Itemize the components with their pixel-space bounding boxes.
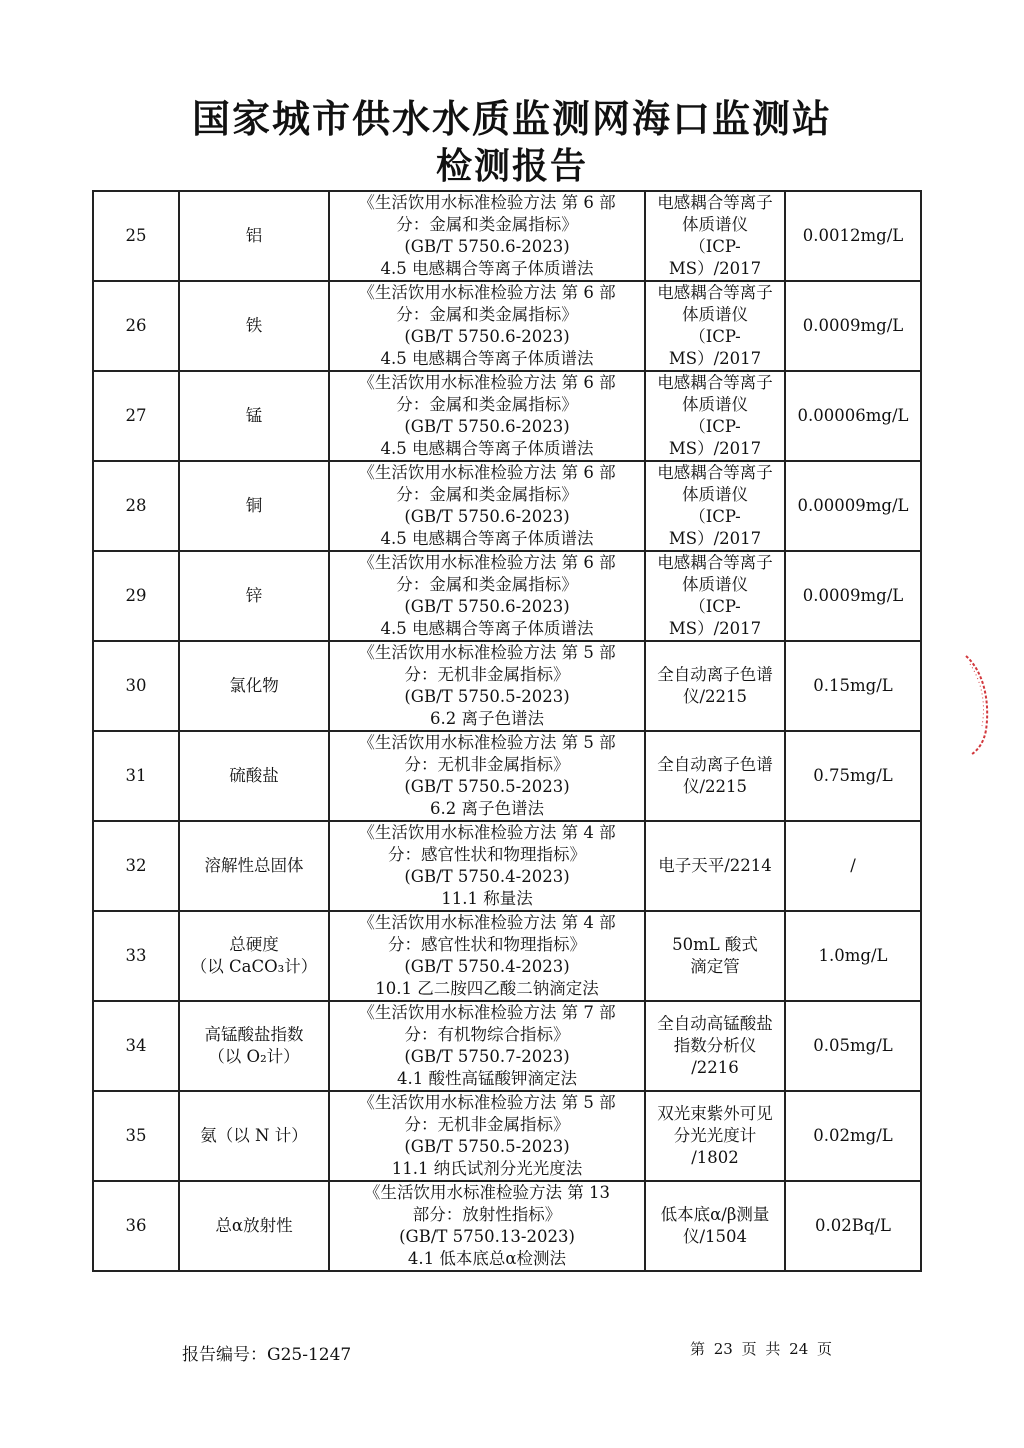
test-item-line: 锰	[245, 406, 263, 425]
test-method-line: 分：感官性状和物理指标》	[388, 845, 586, 864]
instrument-line: 体质谱仪	[682, 305, 748, 324]
instrument-line: 仪/2215	[682, 687, 748, 706]
test-item-line: 总α放射性	[215, 1216, 293, 1235]
test-method-line: 4.1 低本底总α检测法	[407, 1249, 567, 1268]
test-method-line: (GB/T 5750.5-2023)	[404, 777, 570, 796]
instrument-line: /2216	[691, 1058, 739, 1077]
test-item-line: 硫酸盐	[229, 766, 279, 785]
test-method	[329, 1091, 645, 1181]
instrument	[645, 641, 785, 731]
test-method-line: (GB/T 5750.7-2023)	[404, 1047, 570, 1066]
test-method-line: 《生活饮用水标准检验方法 第 6 部	[358, 553, 616, 572]
instrument-line: （ICP-MS）/2017	[668, 507, 762, 548]
instrument-line: 50mL 酸式	[672, 935, 758, 954]
test-item-line: 铜	[245, 496, 263, 515]
test-method-line: (GB/T 5750.6-2023)	[404, 597, 570, 616]
test-method-line: (GB/T 5750.13-2023)	[399, 1227, 575, 1246]
test-method	[329, 641, 645, 731]
instrument-line: 体质谱仪	[682, 395, 748, 414]
test-method-line: (GB/T 5750.6-2023)	[404, 237, 570, 256]
instrument-line: 全自动离子色谱	[657, 665, 773, 684]
test-method-line: 《生活饮用水标准检验方法 第 6 部	[358, 463, 616, 482]
row-number: 33	[93, 911, 179, 1001]
test-method-line: 《生活饮用水标准检验方法 第 13	[364, 1183, 610, 1202]
test-method-line: 4.5 电感耦合等离子体质谱法	[380, 349, 594, 368]
test-method-line: (GB/T 5750.6-2023)	[404, 327, 570, 346]
test-method-line: (GB/T 5750.6-2023)	[404, 507, 570, 526]
test-item	[179, 191, 329, 281]
test-item-line: 铁	[245, 316, 263, 335]
test-item	[179, 911, 329, 1001]
results-table	[92, 190, 922, 1272]
detection-limit: 0.00006mg/L	[785, 371, 921, 461]
table-row	[93, 191, 921, 281]
instrument	[645, 551, 785, 641]
instrument-line: 仪/2215	[682, 777, 748, 796]
test-method	[329, 821, 645, 911]
test-method-line: 《生活饮用水标准检验方法 第 6 部	[358, 193, 616, 212]
test-method-line: 分：无机非金属指标》	[404, 755, 570, 774]
test-method-line: 分：金属和类金属指标》	[396, 485, 578, 504]
test-item-line: （以 O₂计）	[208, 1047, 300, 1066]
test-method-line: 11.1 纳氏试剂分光光度法	[391, 1159, 583, 1178]
instrument-line: 滴定管	[690, 957, 740, 976]
instrument	[645, 371, 785, 461]
test-method	[329, 191, 645, 281]
instrument-line: 电感耦合等离子	[657, 463, 773, 482]
table-row	[93, 551, 921, 641]
test-item-line: 溶解性总固体	[204, 856, 304, 875]
test-method-line: 分：无机非金属指标》	[404, 1115, 570, 1134]
test-method-line: 分：金属和类金属指标》	[396, 215, 578, 234]
table-row	[93, 1091, 921, 1181]
test-method	[329, 1181, 645, 1271]
instrument-line: 全自动离子色谱	[657, 755, 773, 774]
detection-limit: 0.00009mg/L	[785, 461, 921, 551]
test-method-line: 10.1 乙二胺四乙酸二钠滴定法	[375, 979, 599, 998]
test-method-line: 《生活饮用水标准检验方法 第 5 部	[358, 643, 616, 662]
instrument-line: /1802	[691, 1148, 739, 1167]
test-method-line: 分：有机物综合指标》	[404, 1025, 570, 1044]
table-row	[93, 641, 921, 731]
instrument-line: （ICP-MS）/2017	[668, 417, 762, 458]
test-item	[179, 1091, 329, 1181]
test-method	[329, 371, 645, 461]
detection-limit: 0.0009mg/L	[785, 281, 921, 371]
row-number: 28	[93, 461, 179, 551]
instrument	[645, 1091, 785, 1181]
instrument	[645, 461, 785, 551]
test-method-line: 4.5 电感耦合等离子体质谱法	[380, 529, 594, 548]
instrument-line: （ICP-MS）/2017	[668, 237, 762, 278]
test-method-line: 《生活饮用水标准检验方法 第 6 部	[358, 373, 616, 392]
table-row	[93, 1001, 921, 1091]
test-method-line: 6.2 离子色谱法	[430, 799, 544, 818]
report-subtitle: 检测报告	[435, 146, 588, 187]
table-row	[93, 281, 921, 371]
test-item-line: 总硬度	[229, 935, 279, 954]
page-number: 第 23 页 共 24 页	[690, 1340, 833, 1358]
instrument-line: 体质谱仪	[682, 575, 748, 594]
detection-limit: 0.02mg/L	[785, 1091, 921, 1181]
instrument-line: 分光光度计	[673, 1126, 757, 1145]
table-row	[93, 1181, 921, 1271]
test-method-line: 《生活饮用水标准检验方法 第 5 部	[358, 733, 616, 752]
instrument	[645, 1181, 785, 1271]
test-item-line: （以 CaCO₃计）	[190, 957, 318, 976]
row-number: 27	[93, 371, 179, 461]
detection-limit: 0.0009mg/L	[785, 551, 921, 641]
test-item-line: 氨（以 N 计）	[200, 1126, 308, 1145]
instrument-line: 全自动高锰酸盐	[657, 1014, 773, 1033]
row-number: 35	[93, 1091, 179, 1181]
test-method	[329, 281, 645, 371]
test-method-line: 分：金属和类金属指标》	[396, 395, 578, 414]
instrument-line: 双光束紫外可见	[657, 1104, 773, 1123]
instrument-line: 电子天平/2214	[658, 856, 772, 875]
test-method-line: (GB/T 5750.4-2023)	[404, 867, 570, 886]
instrument-line: 指数分析仪	[673, 1036, 757, 1055]
row-number: 36	[93, 1181, 179, 1271]
row-number: 32	[93, 821, 179, 911]
detection-limit: 0.15mg/L	[785, 641, 921, 731]
instrument-line: （ICP-MS）/2017	[668, 327, 762, 368]
test-method	[329, 731, 645, 821]
detection-limit: 0.0012mg/L	[785, 191, 921, 281]
instrument	[645, 911, 785, 1001]
instrument-line: 体质谱仪	[682, 215, 748, 234]
test-method-line: 6.2 离子色谱法	[430, 709, 544, 728]
row-number: 25	[93, 191, 179, 281]
instrument	[645, 1001, 785, 1091]
detection-limit: 0.05mg/L	[785, 1001, 921, 1091]
test-method	[329, 461, 645, 551]
test-method-line: 分：金属和类金属指标》	[396, 575, 578, 594]
instrument-line: 低本底α/β测量	[660, 1205, 770, 1224]
seal-stamp-edge	[962, 652, 992, 756]
test-method-line: 《生活饮用水标准检验方法 第 5 部	[358, 1093, 616, 1112]
instrument	[645, 191, 785, 281]
row-number: 30	[93, 641, 179, 731]
row-number: 31	[93, 731, 179, 821]
table-row	[93, 821, 921, 911]
instrument	[645, 731, 785, 821]
test-item	[179, 371, 329, 461]
test-method-line: (GB/T 5750.6-2023)	[404, 417, 570, 436]
instrument-line: 仪/1504	[682, 1227, 748, 1246]
test-method-line: 11.1 称量法	[441, 889, 533, 908]
test-method-line: 分：无机非金属指标》	[404, 665, 570, 684]
test-item-line: 高锰酸盐指数	[204, 1025, 304, 1044]
test-method	[329, 551, 645, 641]
detection-limit: /	[785, 821, 921, 911]
instrument	[645, 821, 785, 911]
instrument-line: 电感耦合等离子	[657, 283, 773, 302]
test-method	[329, 1001, 645, 1091]
detection-limit: 0.75mg/L	[785, 731, 921, 821]
test-method-line: 4.5 电感耦合等离子体质谱法	[380, 439, 594, 458]
detection-limit: 0.02Bq/L	[785, 1181, 921, 1271]
instrument-line: 体质谱仪	[682, 485, 748, 504]
test-item	[179, 551, 329, 641]
row-number: 26	[93, 281, 179, 371]
test-item	[179, 461, 329, 551]
row-number: 34	[93, 1001, 179, 1091]
instrument-line: 电感耦合等离子	[657, 373, 773, 392]
test-method-line: 《生活饮用水标准检验方法 第 6 部	[358, 283, 616, 302]
test-item-line: 氯化物	[229, 676, 279, 695]
report-title: 国家城市供水水质监测网海口监测站	[191, 97, 832, 141]
test-method-line: (GB/T 5750.5-2023)	[404, 687, 570, 706]
table-row	[93, 911, 921, 1001]
detection-limit: 1.0mg/L	[785, 911, 921, 1001]
table-row	[93, 461, 921, 551]
test-method-line: 《生活饮用水标准检验方法 第 7 部	[358, 1003, 616, 1022]
test-method-line: 《生活饮用水标准检验方法 第 4 部	[358, 823, 616, 842]
test-item	[179, 641, 329, 731]
table-row	[93, 731, 921, 821]
test-method-line: 部分：放射性指标》	[412, 1205, 562, 1224]
test-item	[179, 1181, 329, 1271]
test-item-line: 铝	[245, 226, 263, 245]
test-method-line: 4.1 酸性高锰酸钾滴定法	[397, 1069, 577, 1088]
test-method-line: 4.5 电感耦合等离子体质谱法	[380, 619, 594, 638]
test-item	[179, 731, 329, 821]
test-item	[179, 821, 329, 911]
test-method-line: 分：感官性状和物理指标》	[388, 935, 586, 954]
test-method-line: (GB/T 5750.5-2023)	[404, 1137, 570, 1156]
instrument	[645, 281, 785, 371]
instrument-line: 电感耦合等离子	[657, 193, 773, 212]
instrument-line: （ICP-MS）/2017	[668, 597, 762, 638]
test-method-line: 分：金属和类金属指标》	[396, 305, 578, 324]
test-item	[179, 1001, 329, 1091]
row-number: 29	[93, 551, 179, 641]
test-method-line: (GB/T 5750.4-2023)	[404, 957, 570, 976]
test-method-line: 4.5 电感耦合等离子体质谱法	[380, 259, 594, 278]
test-method	[329, 911, 645, 1001]
test-method-line: 《生活饮用水标准检验方法 第 4 部	[358, 913, 616, 932]
test-item	[179, 281, 329, 371]
report-number: 报告编号：G25-1247	[182, 1345, 352, 1365]
test-item-line: 锌	[245, 586, 263, 605]
instrument-line: 电感耦合等离子	[657, 553, 773, 572]
table-row	[93, 371, 921, 461]
